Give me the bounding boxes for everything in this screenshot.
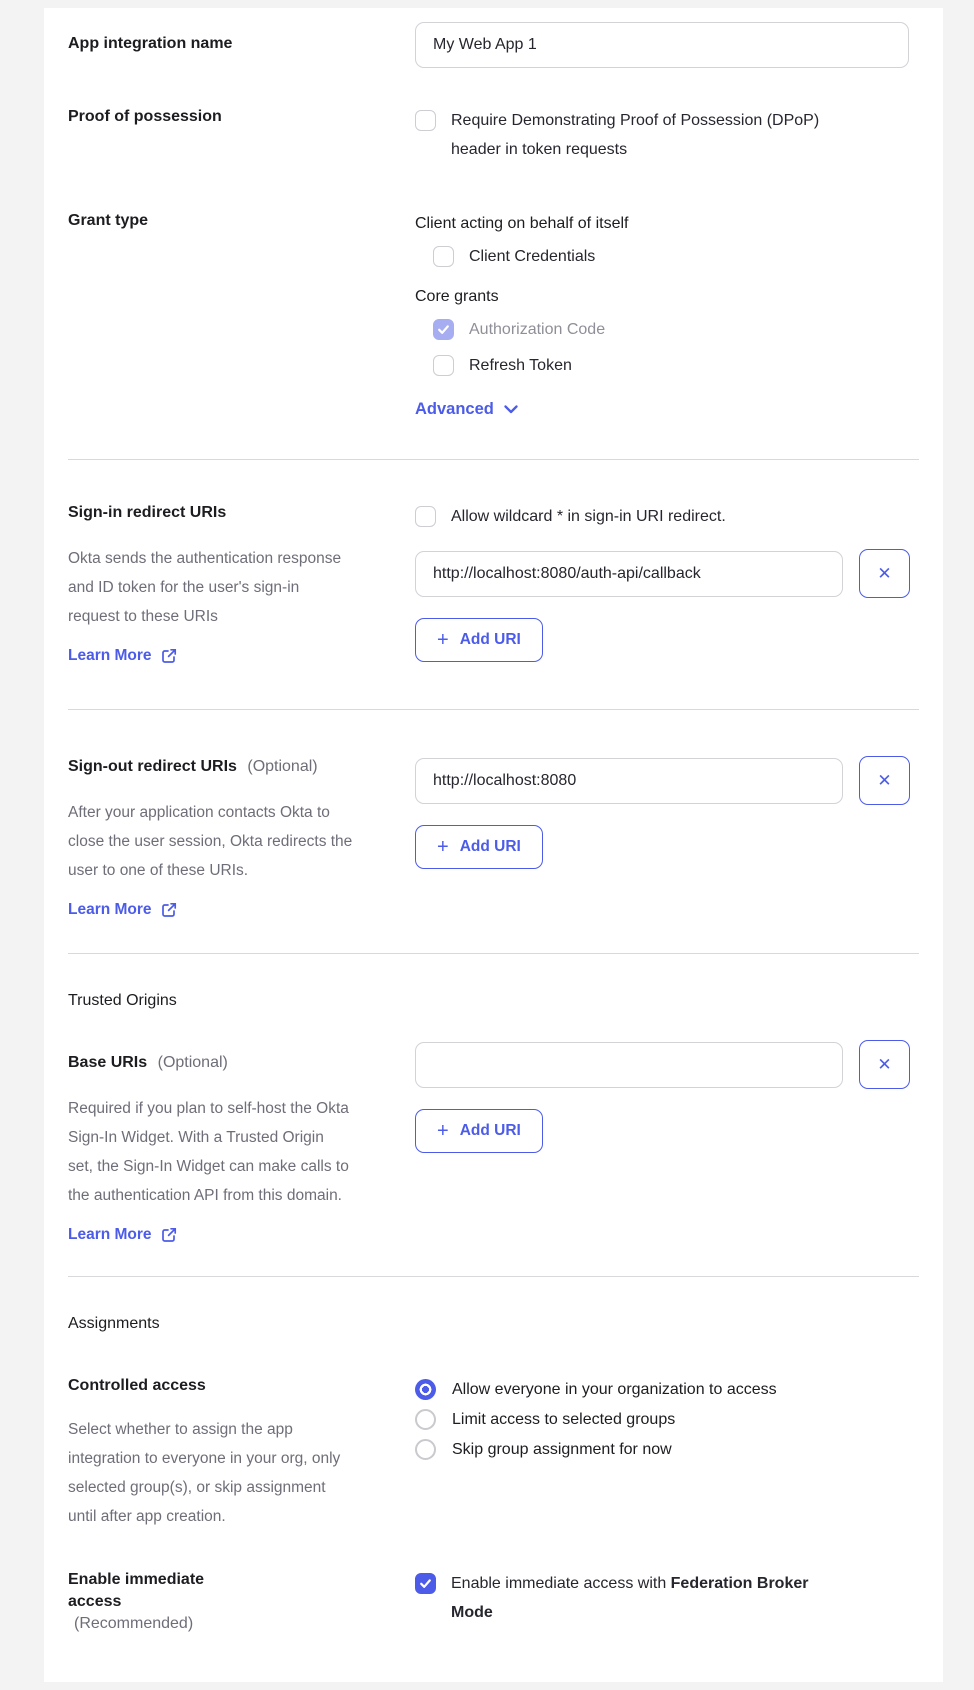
sign-out-redirect-label xyxy=(68,756,415,778)
recommended-tag: (Recommended) xyxy=(74,1615,194,1632)
sign-out-add-uri-button[interactable] xyxy=(415,825,543,869)
sign-out-uri-input[interactable] xyxy=(415,758,843,804)
learn-more-label: Learn More xyxy=(68,1226,152,1243)
base-uris-label-text: Base URIs xyxy=(68,1054,148,1071)
close-icon: ✕ xyxy=(877,563,892,583)
controlled-access-description: Select whether to assign the app integration to everyone in your org, only selected group(s), or skip assignment until after app creation. xyxy=(68,1421,341,1525)
external-link-icon xyxy=(161,902,177,918)
section-divider xyxy=(68,459,919,460)
dpop-checkbox[interactable] xyxy=(415,110,436,131)
base-uri-add-button[interactable] xyxy=(415,1109,543,1153)
check-icon xyxy=(437,323,450,336)
radio-skip-assignment[interactable] xyxy=(415,1439,436,1460)
external-link-icon xyxy=(161,648,177,664)
plus-icon: + xyxy=(437,836,449,858)
base-uris-description: Required if you plan to self-host the Okta Sign-In Widget. With a Trusted Origin set, the Sign-In Widget can make calls to the authentication API from this domain. xyxy=(68,1100,349,1204)
learn-more-label: Learn More xyxy=(68,901,152,918)
sign-in-redirect-description: Okta sends the authentication response and ID token for the user's sign-in request to these URIs xyxy=(68,550,342,625)
radio-row-allow-everyone[interactable] xyxy=(415,1375,919,1404)
app-integration-name-label: App integration name xyxy=(68,35,233,52)
sign-out-learn-more-link[interactable] xyxy=(68,901,177,919)
plus-icon: + xyxy=(437,1120,449,1142)
section-divider xyxy=(68,953,919,954)
authorization-code-label: Authorization Code xyxy=(469,321,606,338)
base-uris-label xyxy=(68,1052,415,1074)
sign-in-uri-row xyxy=(415,549,919,598)
app-integration-name-input[interactable] xyxy=(415,22,909,68)
add-uri-label: Add URI xyxy=(459,838,521,855)
radio-allow-everyone[interactable] xyxy=(415,1379,436,1400)
radio-label: Skip group assignment for now xyxy=(452,1441,672,1458)
federation-broker-bold-text: Federation Broker Mode xyxy=(451,1575,809,1621)
base-uri-remove-button[interactable] xyxy=(859,1040,910,1089)
optional-tag: (Optional) xyxy=(157,1054,228,1071)
wildcard-checkbox[interactable] xyxy=(415,506,436,527)
sign-out-label-text: Sign-out redirect URIs xyxy=(68,758,237,775)
external-link-icon xyxy=(161,1227,177,1243)
federation-broker-checkbox-row[interactable] xyxy=(415,1569,919,1627)
wildcard-checkbox-row[interactable] xyxy=(415,502,919,531)
add-uri-label: Add URI xyxy=(459,1122,521,1139)
grant-group-heading-core: Core grants xyxy=(415,288,499,305)
trusted-origins-heading: Trusted Origins xyxy=(68,992,177,1009)
assignments-heading: Assignments xyxy=(68,1315,160,1332)
grant-type-label: Grant type xyxy=(68,212,149,229)
sign-in-add-uri-button[interactable] xyxy=(415,618,543,662)
sign-in-uri-input[interactable] xyxy=(415,551,843,597)
row-base-uris xyxy=(68,1040,919,1244)
base-uris-learn-more-link[interactable] xyxy=(68,1226,177,1244)
sign-out-uri-remove-button[interactable] xyxy=(859,756,910,805)
radio-row-limit-groups[interactable] xyxy=(415,1405,919,1434)
check-icon xyxy=(419,1577,432,1590)
section-divider xyxy=(68,1276,919,1277)
optional-tag: (Optional) xyxy=(247,758,318,775)
row-grant-type xyxy=(68,210,919,419)
sign-out-redirect-description: After your application contacts Okta to close the user session, Okta redirects the user to one of these URIs. xyxy=(68,804,353,879)
row-app-integration-name xyxy=(68,22,919,68)
federation-broker-text: Enable immediate access with xyxy=(451,1575,671,1592)
add-uri-label: Add URI xyxy=(459,631,521,648)
row-controlled-access xyxy=(68,1375,919,1531)
sign-in-learn-more-link[interactable] xyxy=(68,647,177,665)
advanced-label: Advanced xyxy=(415,400,494,418)
radio-row-skip-assignment[interactable] xyxy=(415,1435,919,1464)
row-proof-of-possession xyxy=(68,106,919,164)
grant-group-heading-self: Client acting on behalf of itself xyxy=(415,215,629,232)
sign-in-uri-remove-button[interactable] xyxy=(859,549,910,598)
immediate-access-label-text: Enable immediate access xyxy=(68,1571,205,1610)
app-integration-settings-panel xyxy=(44,8,943,1682)
refresh-token-label: Refresh Token xyxy=(469,357,572,374)
radio-label: Allow everyone in your organization to access xyxy=(452,1381,777,1398)
controlled-access-options xyxy=(415,1375,919,1464)
dpop-checkbox-row[interactable] xyxy=(415,106,919,164)
proof-of-possession-label: Proof of possession xyxy=(68,108,222,125)
row-sign-in-redirect-uris xyxy=(68,502,919,665)
client-credentials-checkbox[interactable] xyxy=(433,246,454,267)
client-credentials-label: Client Credentials xyxy=(469,248,596,265)
section-divider xyxy=(68,709,919,710)
immediate-access-label xyxy=(68,1569,240,1635)
refresh-token-row[interactable] xyxy=(433,351,919,380)
base-uri-row xyxy=(415,1040,919,1089)
learn-more-label: Learn More xyxy=(68,647,152,664)
base-uri-input[interactable] xyxy=(415,1042,843,1088)
radio-label: Limit access to selected groups xyxy=(452,1411,676,1428)
close-icon: ✕ xyxy=(877,770,892,790)
controlled-access-label: Controlled access xyxy=(68,1377,206,1394)
client-credentials-row[interactable] xyxy=(433,242,919,271)
advanced-toggle[interactable] xyxy=(415,400,518,419)
federation-broker-checkbox[interactable] xyxy=(415,1573,436,1594)
sign-out-uri-row xyxy=(415,756,919,805)
authorization-code-row xyxy=(433,315,919,344)
plus-icon: + xyxy=(437,629,449,651)
refresh-token-checkbox[interactable] xyxy=(433,355,454,376)
authorization-code-checkbox xyxy=(433,319,454,340)
chevron-down-icon xyxy=(504,405,518,414)
close-icon: ✕ xyxy=(877,1054,892,1074)
wildcard-checkbox-label: Allow wildcard * in sign-in URI redirect. xyxy=(451,508,726,525)
dpop-checkbox-label: Require Demonstrating Proof of Possession (DPoP) header in token requests xyxy=(451,112,820,158)
row-enable-immediate-access xyxy=(68,1569,919,1635)
federation-broker-checkbox-label xyxy=(451,1569,851,1627)
sign-in-redirect-label: Sign-in redirect URIs xyxy=(68,504,227,521)
row-sign-out-redirect-uris xyxy=(68,756,919,919)
radio-limit-groups[interactable] xyxy=(415,1409,436,1430)
